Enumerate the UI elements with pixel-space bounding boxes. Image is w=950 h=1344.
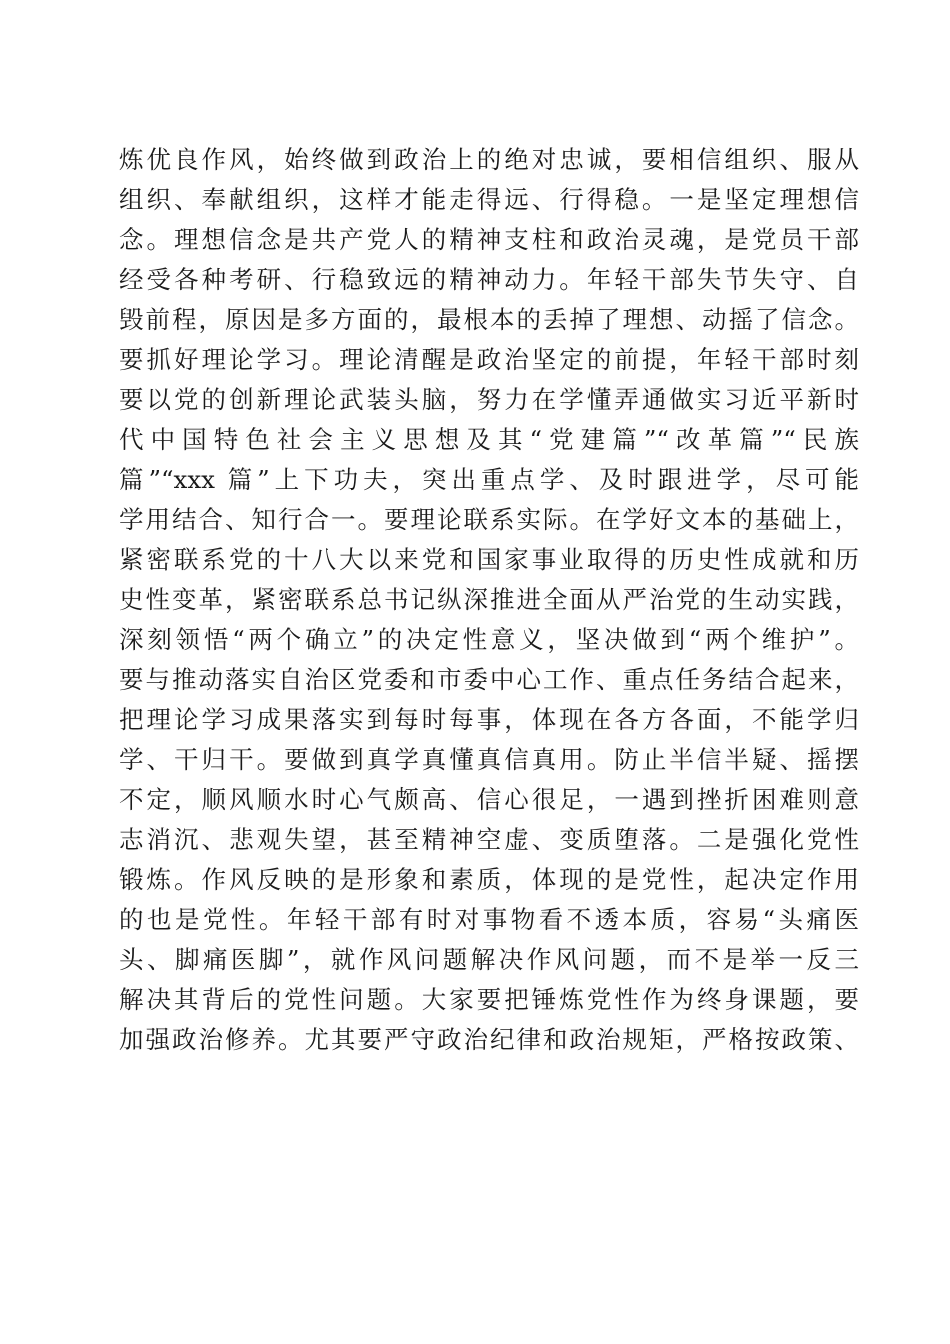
- text-line: 加强政治修养。尤其要严守政治纪律和政治规矩，严格按政策、: [119, 1025, 859, 1054]
- text-line: 要与推动落实自治区党委和市委中心工作、重点任务结合起来，: [119, 665, 859, 694]
- text-line: 史性变革，紧密联系总书记纵深推进全面从严治党的生动实践，: [119, 585, 859, 614]
- text-line: 经受各种考研、行稳致远的精神动力。年轻干部失节失守、自: [119, 265, 859, 294]
- body-text: [119, 140, 859, 1060]
- text-line: 深刻领悟“两个确立”的决定性意义，坚决做到“两个维护”。: [119, 625, 859, 654]
- text-line: 要以党的创新理论武装头脑，努力在学懂弄通做实习近平新时: [119, 385, 859, 414]
- text-line: 代中国特色社会主义思想及其“党建篇”“改革篇”“民族: [119, 425, 859, 454]
- text-line: 把理论学习成果落实到每时每事，体现在各方各面，不能学归: [119, 705, 859, 734]
- text-line: 志消沉、悲观失望，甚至精神空虚、变质堕落。二是强化党性: [119, 825, 859, 854]
- text-line: 锻炼。作风反映的是形象和素质，体现的是党性，起决定作用: [119, 865, 859, 894]
- text-line: 学用结合、知行合一。要理论联系实际。在学好文本的基础上，: [119, 505, 859, 534]
- text-line: 念。理想信念是共产党人的精神支柱和政治灵魂，是党员干部: [119, 225, 859, 254]
- text-line: 毁前程，原因是多方面的，最根本的丢掉了理想、动摇了信念。: [119, 305, 859, 334]
- text-line: 不定，顺风顺水时心气颇高、信心很足，一遇到挫折困难则意: [119, 785, 859, 814]
- text-line: 炼优良作风，始终做到政治上的绝对忠诚，要相信组织、服从: [119, 145, 859, 174]
- text-line: 头、脚痛医脚”，就作风问题解决作风问题，而不是举一反三: [119, 945, 859, 974]
- text-line: 要抓好理论学习。理论清醒是政治坚定的前提，年轻干部时刻: [119, 345, 859, 374]
- text-line: 组织、奉献组织，这样才能走得远、行得稳。一是坚定理想信: [119, 185, 859, 214]
- text-line: 紧密联系党的十八大以来党和国家事业取得的历史性成就和历: [119, 545, 859, 574]
- text-line: 篇”“xxx 篇”上下功夫，突出重点学、及时跟进学，尽可能: [119, 465, 859, 494]
- text-line: 解决其背后的党性问题。大家要把锤炼党性作为终身课题，要: [119, 985, 859, 1014]
- text-line: 学、干归干。要做到真学真懂真信真用。防止半信半疑、摇摆: [119, 745, 859, 774]
- text-line: 的也是党性。年轻干部有时对事物看不透本质，容易“头痛医: [119, 905, 859, 934]
